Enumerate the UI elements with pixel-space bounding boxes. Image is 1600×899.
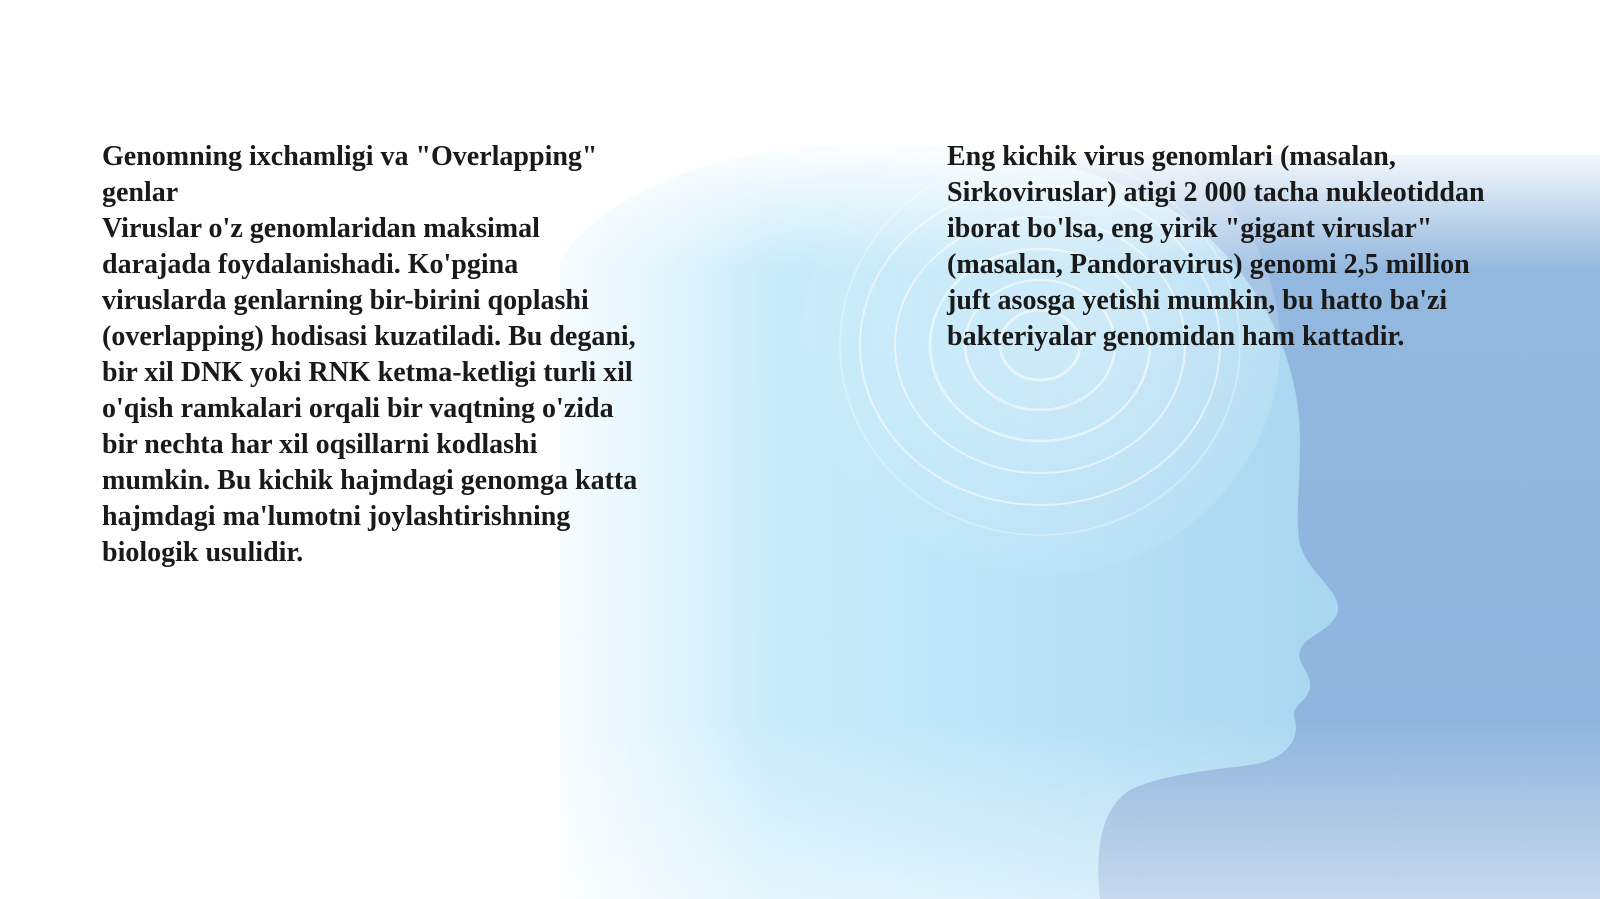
right-body: Eng kichik virus genomlari (masalan, Sirkoviruslar) atigi 2 000 tacha nukleotiddan iborat bo'lsa, eng yirik "gigant viruslar" (masalan, Pandoravirus) genomi 2,5 million juft asosga yetishi mumkin, bu hatto ba'zi bakteriyalar genomidan ham kattadir.	[947, 141, 1485, 352]
left-heading: Genomning ixchamligi va "Overlapping" genlar	[102, 141, 598, 208]
left-text-column	[102, 139, 647, 571]
right-text-column	[947, 139, 1507, 355]
left-body: Viruslar o'z genomlaridan maksimal darajada foydalanishadi. Ko'pgina viruslarda genlarning bir-birini qoplashi (overlapping) hodisasi kuzatiladi. Bu degani, bir xil DNK yoki RNK ketma-ketligi turli xil o'qish ramkalari orqali bir vaqtning o'zida bir nechta har xil oqsillarni kodlashi mumkin. Bu kichik hajmdagi genomga katta hajmdagi ma'lumotni joylashtirishning biologik usulidir.	[102, 213, 638, 568]
